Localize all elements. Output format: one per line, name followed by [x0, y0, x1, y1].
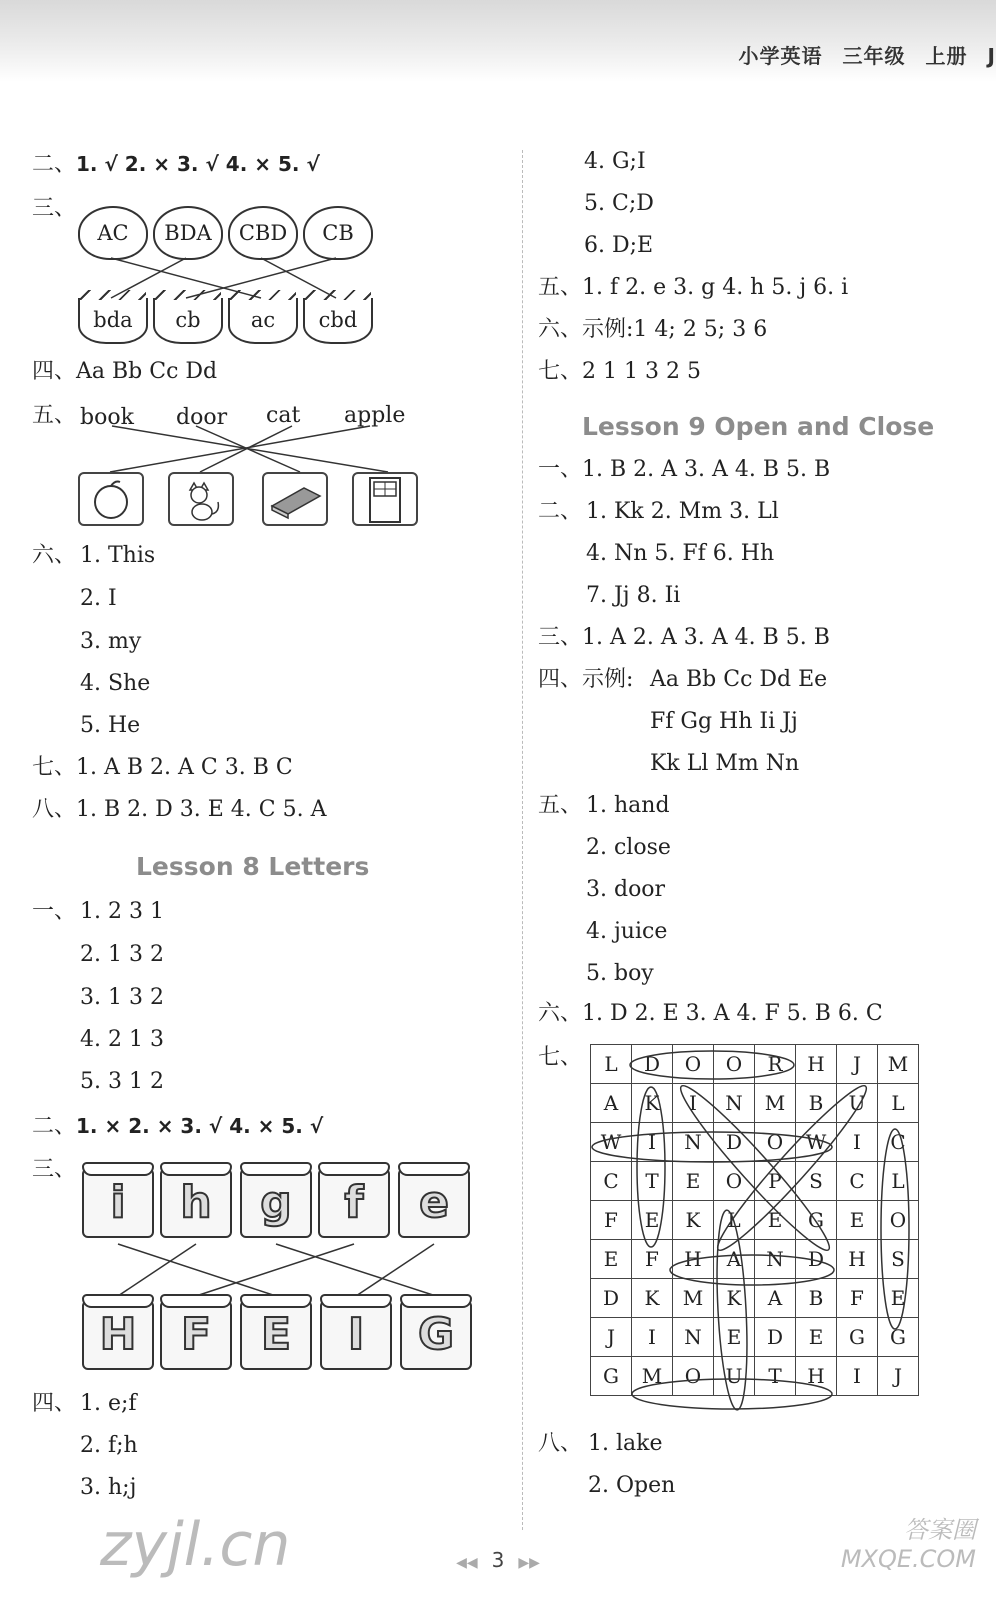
grid-cell: O — [673, 1045, 714, 1084]
grid-cell: K — [673, 1201, 714, 1240]
left-s4: 四、Aa Bb Cc Dd — [32, 359, 218, 384]
left-s3-label: 三、 — [32, 196, 77, 221]
grid-cell: D — [632, 1045, 673, 1084]
list-item: 3. 1 3 2 — [80, 985, 164, 1010]
left-s2: 二、1. √ 2. × 3. √ 4. × 5. √ — [32, 152, 320, 177]
l8s1-label: 一、 — [32, 899, 77, 924]
grid-cell: E — [673, 1162, 714, 1201]
letter-block: f — [318, 1168, 390, 1238]
l9s6: 六、1. D 2. E 3. A 4. F 5. B 6. C — [538, 1001, 883, 1026]
l8s3-label: 三、 — [32, 1157, 77, 1182]
grid-cell: O — [673, 1357, 714, 1396]
l8s2: 二、1. × 2. × 3. √ 4. × 5. √ — [32, 1114, 324, 1139]
prev-arrow-icon: ◀◀ — [456, 1555, 478, 1571]
list-item: 1. This — [80, 543, 156, 568]
grid-cell: H — [837, 1240, 878, 1279]
eggshell: cb — [153, 298, 223, 344]
grid-cell: C — [878, 1123, 919, 1162]
l9s2-row: 1. Kk 2. Mm 3. Ll — [586, 499, 779, 524]
l9s4-label: 四、示例: — [538, 667, 634, 692]
grid-cell: N — [714, 1084, 755, 1123]
letter-block: h — [160, 1168, 232, 1238]
list-item: 5. 3 1 2 — [80, 1069, 164, 1094]
word-apple: apple — [344, 403, 406, 428]
grid-cell: A — [591, 1084, 632, 1123]
header-volume: 上册 — [925, 44, 968, 68]
grid-cell: E — [796, 1318, 837, 1357]
right-s7: 七、2 1 1 3 2 5 — [538, 359, 701, 384]
grid-cell: D — [591, 1279, 632, 1318]
l9s4-row: Aa Bb Cc Dd Ee — [650, 667, 828, 692]
grid-cell: J — [591, 1318, 632, 1357]
grid-cell: E — [591, 1240, 632, 1279]
list-item: 3. h;j — [80, 1475, 137, 1500]
l9s5-label: 五、 — [538, 793, 583, 818]
l9s8-label: 八、 — [538, 1431, 583, 1456]
grid-cell: H — [673, 1240, 714, 1279]
list-item: 1. hand — [586, 793, 670, 818]
grid-cell: N — [673, 1123, 714, 1162]
list-item: 6. D;E — [584, 233, 654, 258]
grid-cell: U — [714, 1357, 755, 1396]
grid-cell: K — [714, 1279, 755, 1318]
grid-cell: A — [755, 1279, 796, 1318]
l9s2-row: 4. Nn 5. Ff 6. Hh — [586, 541, 775, 566]
word-cat: cat — [266, 403, 301, 428]
grid-cell: H — [796, 1357, 837, 1396]
l9s4-row: Kk Ll Mm Nn — [650, 751, 800, 776]
watermark-bottom: zyjl.cn — [100, 1510, 291, 1580]
grid-cell: G — [591, 1357, 632, 1396]
grid-cell: I — [673, 1084, 714, 1123]
letter-block: i — [82, 1168, 154, 1238]
grid-cell: L — [878, 1162, 919, 1201]
grid-cell: K — [632, 1279, 673, 1318]
list-item: 1. e;f — [80, 1391, 137, 1416]
grid-cell: E — [755, 1201, 796, 1240]
grid-cell: D — [714, 1123, 755, 1162]
right-s6: 六、示例:1 4; 2 5; 3 6 — [538, 317, 768, 342]
letter-block: e — [398, 1168, 470, 1238]
grid-cell: T — [632, 1162, 673, 1201]
grid-cell: G — [837, 1318, 878, 1357]
next-arrow-icon: ▶▶ — [518, 1555, 540, 1571]
list-item: 4. 2 1 3 — [80, 1027, 164, 1052]
l9s1: 一、1. B 2. A 3. A 4. B 5. B — [538, 457, 831, 482]
header-edition: J — [987, 44, 996, 68]
grid-cell: E — [714, 1318, 755, 1357]
list-item: 2. 1 3 2 — [80, 942, 164, 967]
grid-cell: T — [755, 1357, 796, 1396]
grid-cell: O — [714, 1162, 755, 1201]
egg: CB — [303, 206, 373, 260]
list-item: 2. close — [586, 835, 671, 860]
grid-cell: N — [755, 1240, 796, 1279]
l9s4-row: Ff Gg Hh Ii Jj — [650, 709, 798, 734]
list-item: 2. Open — [588, 1473, 676, 1498]
grid-cell: E — [837, 1201, 878, 1240]
grid-cell: S — [796, 1162, 837, 1201]
grid-cell: B — [796, 1279, 837, 1318]
eggshell: ac — [228, 298, 298, 344]
list-item: 5. C;D — [584, 191, 654, 216]
grid-cell: L — [591, 1045, 632, 1084]
grid-cell: A — [714, 1240, 755, 1279]
list-item: 2. I — [80, 586, 117, 611]
left-s8: 八、1. B 2. D 3. E 4. C 5. A — [32, 797, 327, 822]
list-item: 5. He — [80, 713, 141, 738]
letter-block: G — [400, 1300, 472, 1370]
grid-cell: F — [591, 1201, 632, 1240]
right-s5: 五、1. f 2. e 3. g 4. h 5. j 6. i — [538, 275, 849, 300]
grid-cell: L — [878, 1084, 919, 1123]
letter-block: H — [82, 1300, 154, 1370]
list-item: 4. juice — [586, 919, 668, 944]
grid-cell: W — [796, 1123, 837, 1162]
grid-cell: I — [837, 1123, 878, 1162]
grid-cell: W — [591, 1123, 632, 1162]
list-item: 3. my — [80, 629, 142, 654]
grid-cell: M — [755, 1084, 796, 1123]
grid-cell: D — [796, 1240, 837, 1279]
page-number: 3 — [491, 1548, 505, 1572]
l9s2-row: 7. Jj 8. Ii — [586, 583, 681, 608]
list-item: 5. boy — [586, 961, 654, 986]
grid-cell: I — [632, 1318, 673, 1357]
eggshell: bda — [78, 298, 148, 344]
letter-block: E — [240, 1300, 312, 1370]
list-item: 3. door — [586, 877, 666, 902]
grid-cell: K — [632, 1084, 673, 1123]
grid-cell: C — [591, 1162, 632, 1201]
grid-cell: G — [878, 1318, 919, 1357]
grid-cell: L — [714, 1201, 755, 1240]
grid-cell: P — [755, 1162, 796, 1201]
letter-block: F — [160, 1300, 232, 1370]
egg: CBD — [228, 206, 298, 260]
lesson-9-title: Lesson 9 Open and Close — [582, 412, 935, 441]
grid-cell: E — [878, 1279, 919, 1318]
grid-cell: N — [673, 1318, 714, 1357]
grid-cell: E — [632, 1201, 673, 1240]
grid-cell: I — [632, 1123, 673, 1162]
header-grade: 三年级 — [842, 44, 906, 68]
left-s5-label: 五、 — [32, 403, 77, 428]
grid-cell: C — [837, 1162, 878, 1201]
egg: AC — [78, 206, 148, 260]
eggshell: cbd — [303, 298, 373, 344]
grid-cell: G — [796, 1201, 837, 1240]
l9s2-label: 二、 — [538, 499, 583, 524]
grid-cell: J — [837, 1045, 878, 1084]
left-s6-label: 六、 — [32, 543, 77, 568]
left-s7: 七、1. A B 2. A C 3. B C — [32, 755, 293, 780]
list-item: 1. 2 3 1 — [80, 899, 164, 924]
grid-cell: M — [673, 1279, 714, 1318]
list-item: 2. f;h — [80, 1433, 138, 1458]
grid-cell: O — [878, 1201, 919, 1240]
grid-cell: S — [878, 1240, 919, 1279]
grid-cell: O — [714, 1045, 755, 1084]
header-subject: 小学英语 — [738, 44, 823, 68]
egg: BDA — [153, 206, 223, 260]
word-book: book — [80, 405, 134, 430]
letter-block: g — [240, 1168, 312, 1238]
l9s3: 三、1. A 2. A 3. A 4. B 5. B — [538, 625, 830, 650]
grid-cell: I — [837, 1357, 878, 1396]
l9s7-label: 七、 — [538, 1045, 583, 1070]
grid-cell: J — [878, 1357, 919, 1396]
list-item: 4. She — [80, 671, 151, 696]
grid-cell: U — [837, 1084, 878, 1123]
grid-cell: M — [632, 1357, 673, 1396]
grid-cell: R — [755, 1045, 796, 1084]
list-item: 4. G;I — [584, 149, 646, 174]
lesson-8-title: Lesson 8 Letters — [136, 852, 370, 881]
grid-cell: O — [755, 1123, 796, 1162]
grid-cell: D — [755, 1318, 796, 1357]
word-door: door — [176, 405, 228, 430]
grid-cell: B — [796, 1084, 837, 1123]
grid-cell: H — [796, 1045, 837, 1084]
letter-block: I — [320, 1300, 392, 1370]
grid-cell: F — [837, 1279, 878, 1318]
watermark-corner: 答案圈 MXQE.COM — [840, 1516, 976, 1573]
grid-cell: M — [878, 1045, 919, 1084]
l8s4-label: 四、 — [32, 1391, 77, 1416]
list-item: 1. lake — [588, 1431, 663, 1456]
grid-cell: F — [632, 1240, 673, 1279]
